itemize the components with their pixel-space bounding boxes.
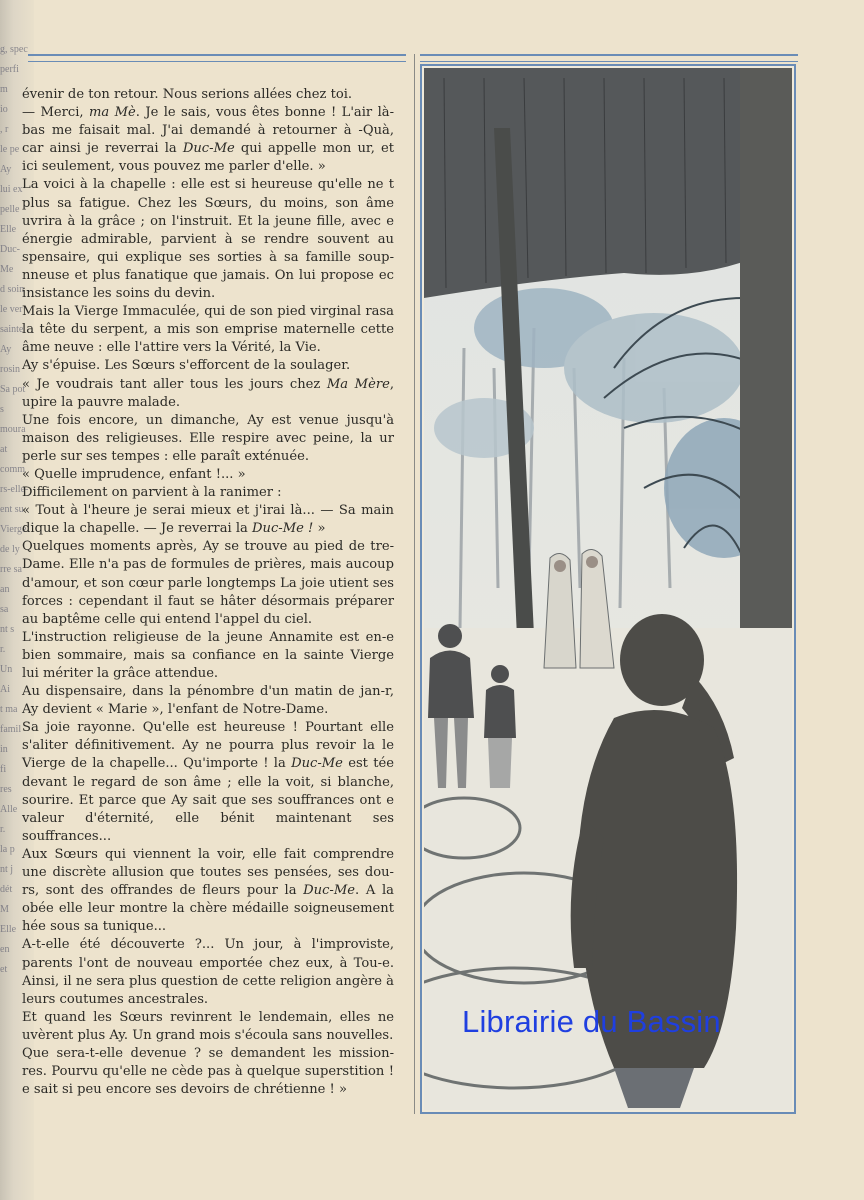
paragraph-p10: « Tout à l'heure je serai mieux et j'irai là... — Sa main dique la chapelle. — Je reverrai la Duc-Me ! »	[22, 503, 394, 537]
paragraph-p16: A-t-elle été découverte ?... Un jour, à l'improviste, parents l'ont de nouveau emportée chez eux, à Tou-e. Ainsi, il ne sera plus question de cette religion angère à leurs coutumes ancestrales.	[22, 937, 394, 1007]
column-divider	[414, 54, 415, 1114]
paragraph-p4: Mais la Vierge Immaculée, qui de son pied virginal rasa la tête du serpent, a mis son emprise maternelle cette âme neuve : elle l'attire vers la Vérité, la Vie.	[22, 304, 394, 356]
top-rule-left	[28, 54, 406, 62]
paragraph-p18: Que sera-t-elle devenue ? se demandent les mission-res. Pourvu qu'elle ne cède pas à quelque superstition ! e sait si peu encore ses devoirs de chrétienne ! »	[22, 1045, 394, 1098]
paragraph-p3: La voici à la chapelle : elle est si heureuse qu'elle ne t plus sa fatigue. Chez les Sœurs, du moins, son âme uvrira à la grâce ; on l'instruit. Et la jeune fille, avec e énergie admirable, parvient à se rendre souvent au spensaire, qui explique ses sorties à sa famille soup-nneuse et plus fanatique que jamais. On lui propose ec insistance les soins du devin.	[22, 177, 394, 302]
paragraph-p17: Et quand les Sœurs revinrent le lendemain, elles ne uvèrent plus Ay. Un grand mois s'écoula sans nouvelles.	[22, 1009, 394, 1043]
paragraph-p1: évenir de ton retour. Nous serions allées chez toi.	[22, 87, 353, 102]
paragraph-p15: Aux Sœurs qui viennent la voir, elle fait comprendre une discrète allusion que toutes ses pensées, ses dou-rs, sont des offrandes de fleurs pour la Duc-Me. A la obée elle leur montre la chère médaille soigneusement hée sous sa tunique...	[22, 846, 394, 935]
facing-page-text-fragments: g, spec perfi m io , r le pe Ay lui ex pelle Elle Duc-Me d soin le ver sainte Ay rosin Sa pot s moura at comm rs-elle- ent su Vierge de ly rre sa an sa nt s r. Un Ai t ma famil in fi res Alle r. la p nt j dét M Elle en et	[0, 44, 29, 975]
paragraph-p5: Ay s'épuise. Les Sœurs s'efforcent de la soulager.	[22, 358, 351, 374]
paragraph-p13: Au dispensaire, dans la pénombre d'un matin de jan-r, Ay devient « Marie », l'enfant de Notre-Dame.	[22, 684, 394, 718]
body-text-column	[22, 86, 394, 1099]
watermark: Librairie du Bassin	[462, 1004, 721, 1039]
paragraph-p8: « Quelle imprudence, enfant !... »	[22, 466, 246, 482]
paragraph-p2: — Merci, ma Mè. Je le sais, vous êtes bonne ! L'air là-bas me faisait mal. J'ai demandé à retourner à -Quà, car ainsi je reverrai la Duc-Me qui appelle mon ur, et ici seulement, vous pouvez me parler d'elle. »	[22, 105, 394, 175]
paragraph-p11: Quelques moments après, Ay se trouve au pied de tre-Dame. Elle n'a pas de formules de prières, mais aucoup d'amour, et son cœur parle longtemps La joie utient ses forces : cependant il faut se hâter désormais préparer au baptême celle qui entend l'appel du ciel.	[22, 539, 394, 627]
thatched-roof	[424, 68, 792, 298]
paragraph-p14: Sa joie rayonne. Qu'elle est heureuse ! Pourtant elle s'aliter définitivement. Ay ne pourra plus revoir la le Vierge de la chapelle... Qu'importe ! la Duc-Me est tée devant le regard de son âme ; elle la voit, si blanche, sourire. Et parce que Ay sait que ses souffrances ont e valeur d'éternité, elle bénit maintenant ses souffrances...	[22, 720, 394, 844]
illustration-girls-and-nuns	[424, 68, 792, 1110]
top-rule-right	[420, 54, 798, 62]
paragraph-p12: L'instruction religieuse de la jeune Annamite est en-e bien sommaire, mais sa confiance en la sainte Vierge lui mériter la grâce attendue.	[22, 629, 394, 681]
paragraph-p7: Une fois encore, un dimanche, Ay est venue jusqu'à maison des religieuses. Elle respire avec peine, la ur perle sur ses tempes : elle paraît exténuée.	[22, 412, 394, 464]
paragraph-p9: Difficilement on parvient à la ranimer :	[22, 485, 282, 501]
paragraph-p6: « Je voudrais tant aller tous les jours chez Ma Mère, upire la pauvre malade.	[22, 376, 394, 410]
